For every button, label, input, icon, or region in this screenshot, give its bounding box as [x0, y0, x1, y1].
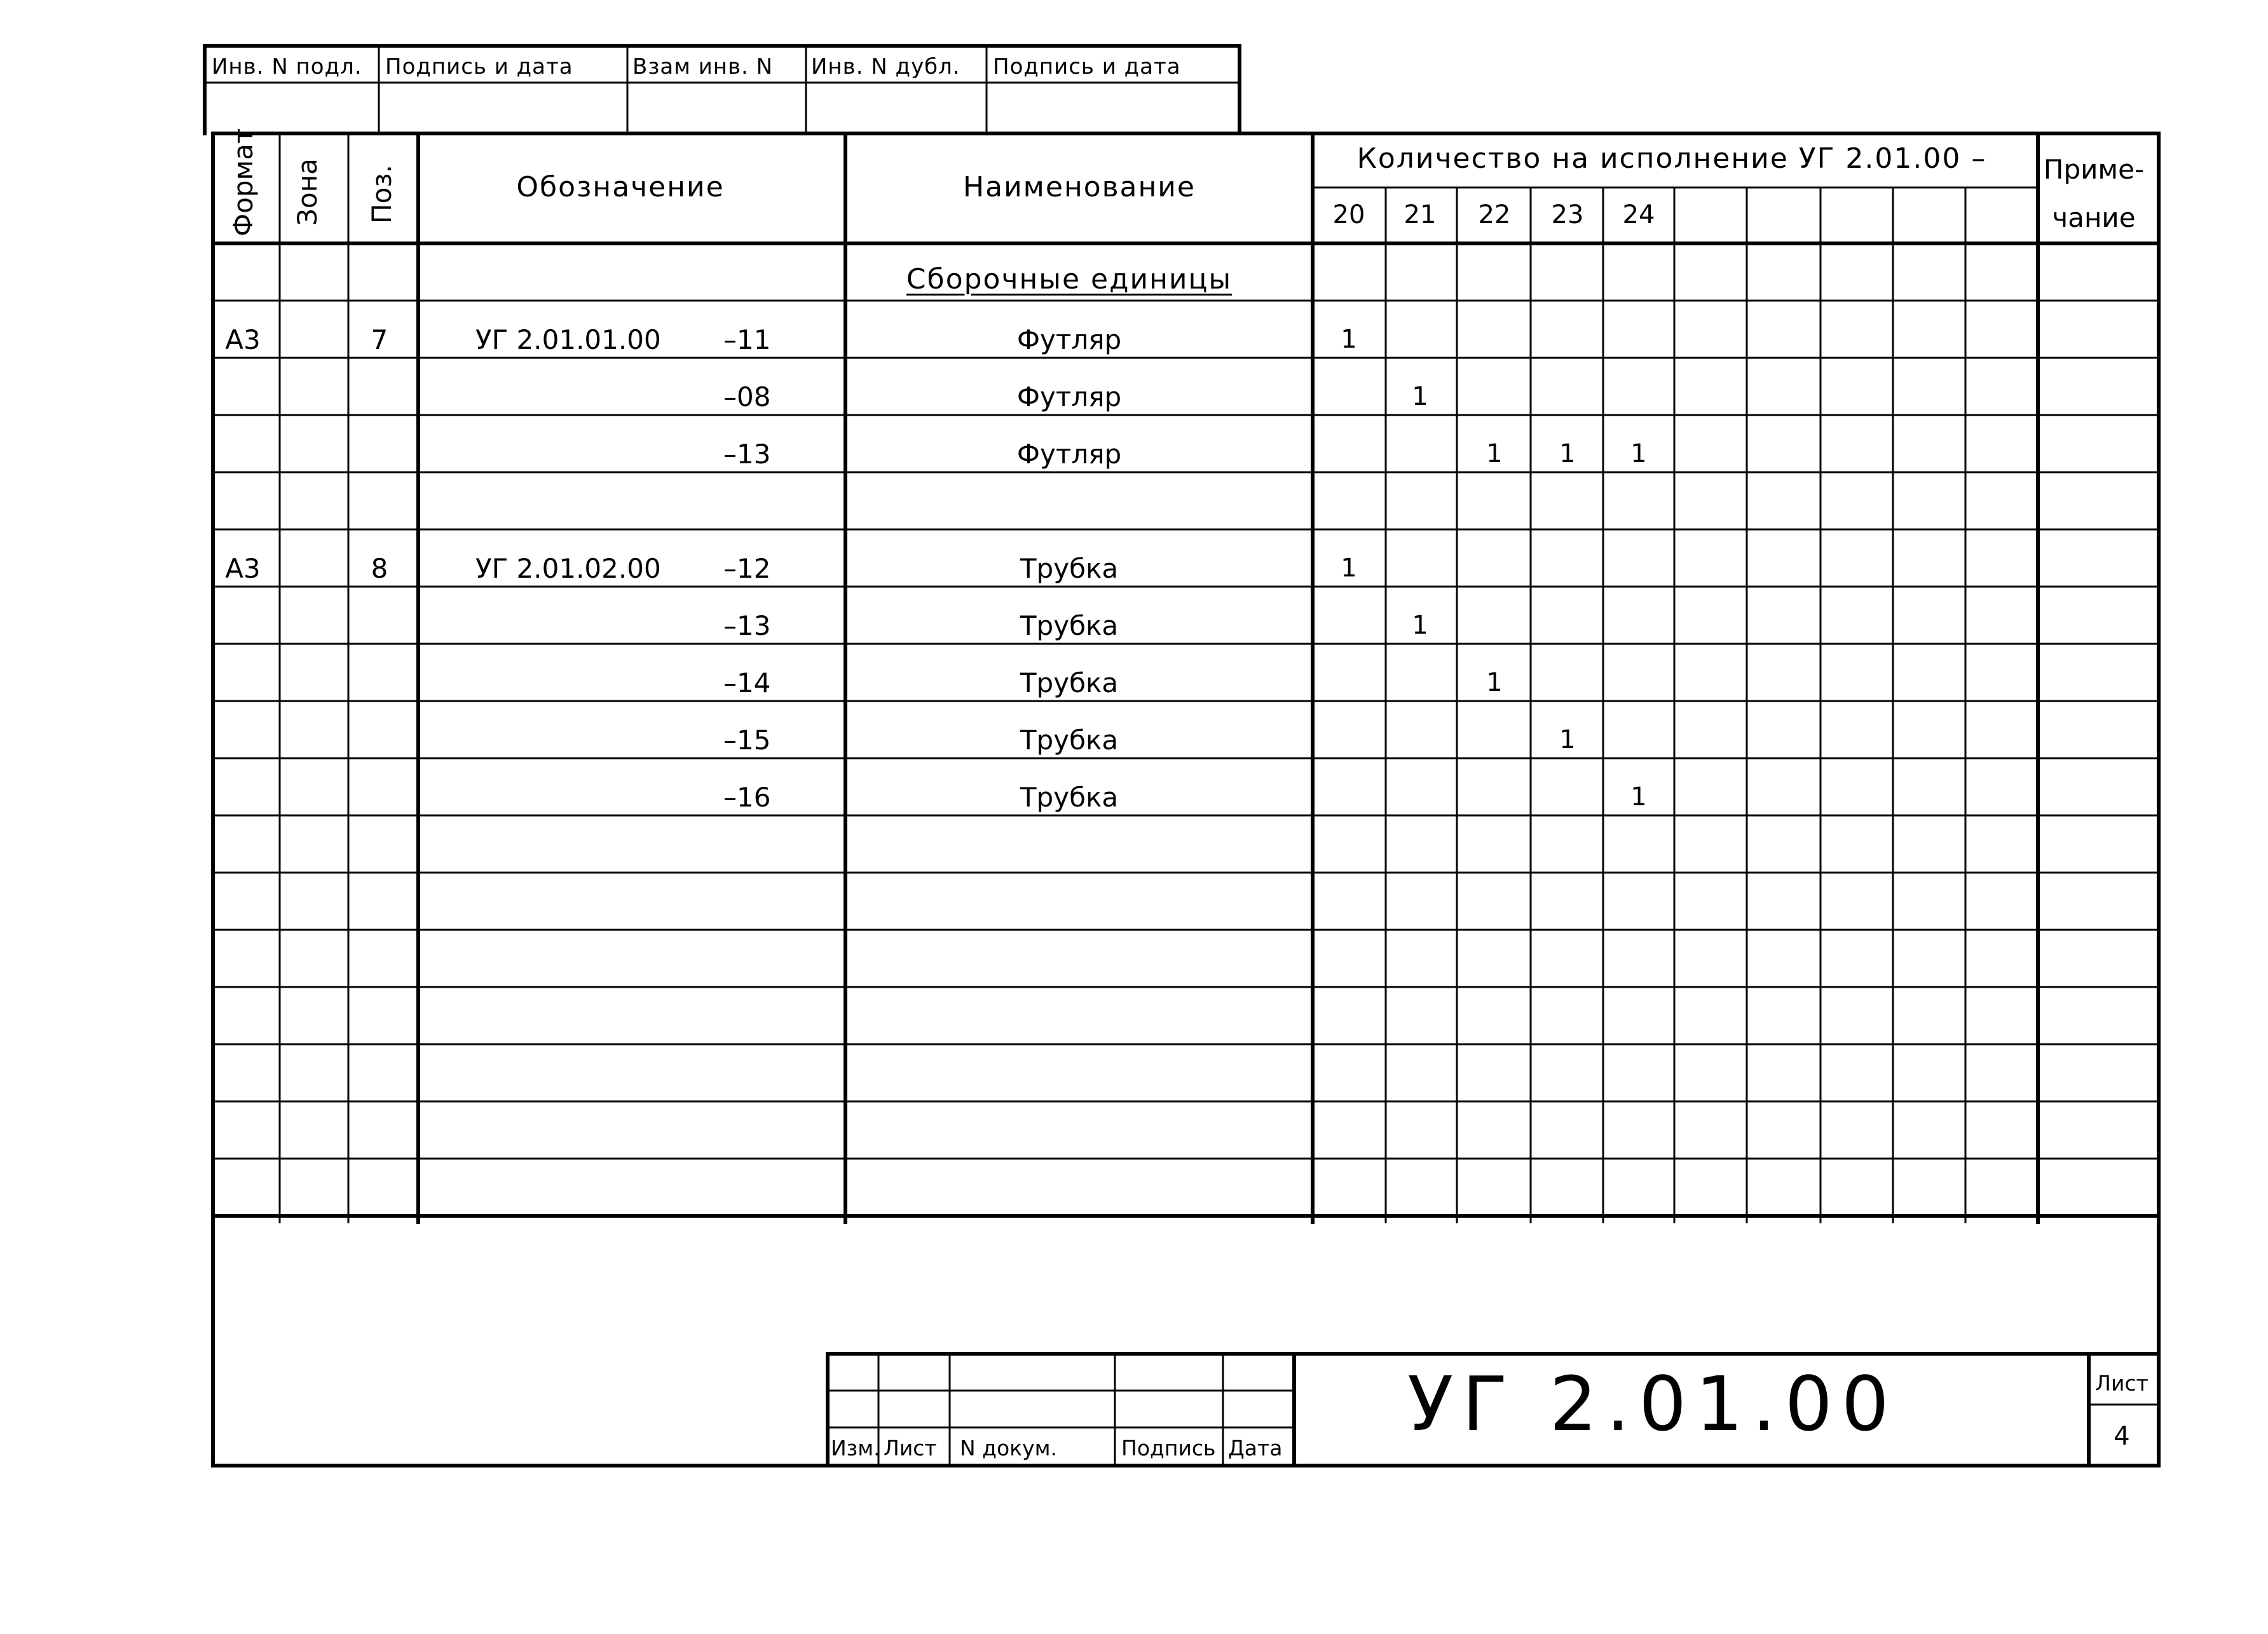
document-designation: УГ 2.01.00 [1407, 1360, 1898, 1448]
title-data: Дата [1228, 1436, 1283, 1460]
title-podpis: Подпись [1121, 1436, 1216, 1460]
header-variant-23: 23 [1551, 200, 1584, 229]
row-format: А3 [225, 324, 261, 355]
row-suffix: –12 [723, 553, 771, 584]
stamp-vzam-inv: Взам инв. N [632, 54, 774, 79]
row-qty-23: 1 [1559, 725, 1576, 754]
title-n-dokum: N докум. [960, 1436, 1058, 1460]
header-zone: Зона [292, 158, 323, 226]
row-qty-21: 1 [1412, 382, 1428, 411]
header-note-line1: Приме- [2043, 154, 2145, 185]
row-qty-23: 1 [1559, 439, 1576, 468]
header-name: Наименование [963, 171, 1196, 203]
sheet-number: 4 [2114, 1422, 2130, 1451]
title-izm: Изм. [831, 1436, 880, 1460]
stamp-inv-dubl: Инв. N дубл. [811, 54, 960, 79]
row-name: Трубка [1020, 725, 1119, 756]
header-variant-21: 21 [1404, 200, 1437, 229]
row-name: Трубка [1020, 782, 1119, 813]
row-qty-24: 1 [1630, 782, 1647, 812]
row-name: Трубка [1020, 553, 1119, 584]
header-variant-24: 24 [1622, 200, 1655, 229]
sheet-label: Лист [2095, 1371, 2148, 1396]
row-qty-22: 1 [1486, 668, 1503, 697]
row-pos: 7 [371, 324, 388, 355]
row-qty-20: 1 [1341, 554, 1357, 583]
header-note-line2: чание [2052, 202, 2136, 233]
row-name: Футляр [1016, 324, 1122, 355]
row-suffix: –15 [723, 725, 771, 756]
row-qty-21: 1 [1412, 611, 1428, 640]
stamp-podpis-data-2: Подпись и дата [993, 54, 1181, 79]
row-designation: УГ 2.01.02.00 [475, 553, 661, 584]
row-designation: УГ 2.01.01.00 [475, 324, 661, 355]
title-list: Лист [884, 1436, 937, 1460]
row-suffix: –14 [723, 667, 771, 698]
row-name: Футляр [1016, 381, 1122, 412]
section-title: Сборочные единицы [906, 263, 1233, 296]
row-suffix: –13 [723, 610, 771, 641]
stamp-podpis-data-1: Подпись и дата [385, 54, 573, 79]
row-suffix: –11 [723, 324, 771, 355]
stamp-inv-podl: Инв. N подл. [212, 54, 362, 79]
header-quantity: Количество на исполнение УГ 2.01.00 – [1356, 142, 1987, 175]
row-name: Трубка [1020, 667, 1119, 698]
header-variant-20: 20 [1332, 200, 1365, 229]
row-pos: 8 [371, 553, 388, 584]
row-format: А3 [225, 553, 261, 584]
row-qty-22: 1 [1486, 439, 1503, 468]
row-name: Футляр [1016, 439, 1122, 470]
header-pos: Поз. [366, 165, 397, 224]
row-qty-20: 1 [1341, 325, 1357, 354]
row-suffix: –08 [723, 381, 771, 412]
header-variant-22: 22 [1478, 200, 1511, 229]
row-qty-24: 1 [1630, 439, 1647, 468]
row-name: Трубка [1020, 610, 1119, 641]
row-suffix: –13 [723, 439, 771, 470]
row-suffix: –16 [723, 782, 771, 813]
header-format: Формат [228, 128, 259, 236]
header-designation: Обозначение [516, 171, 725, 203]
